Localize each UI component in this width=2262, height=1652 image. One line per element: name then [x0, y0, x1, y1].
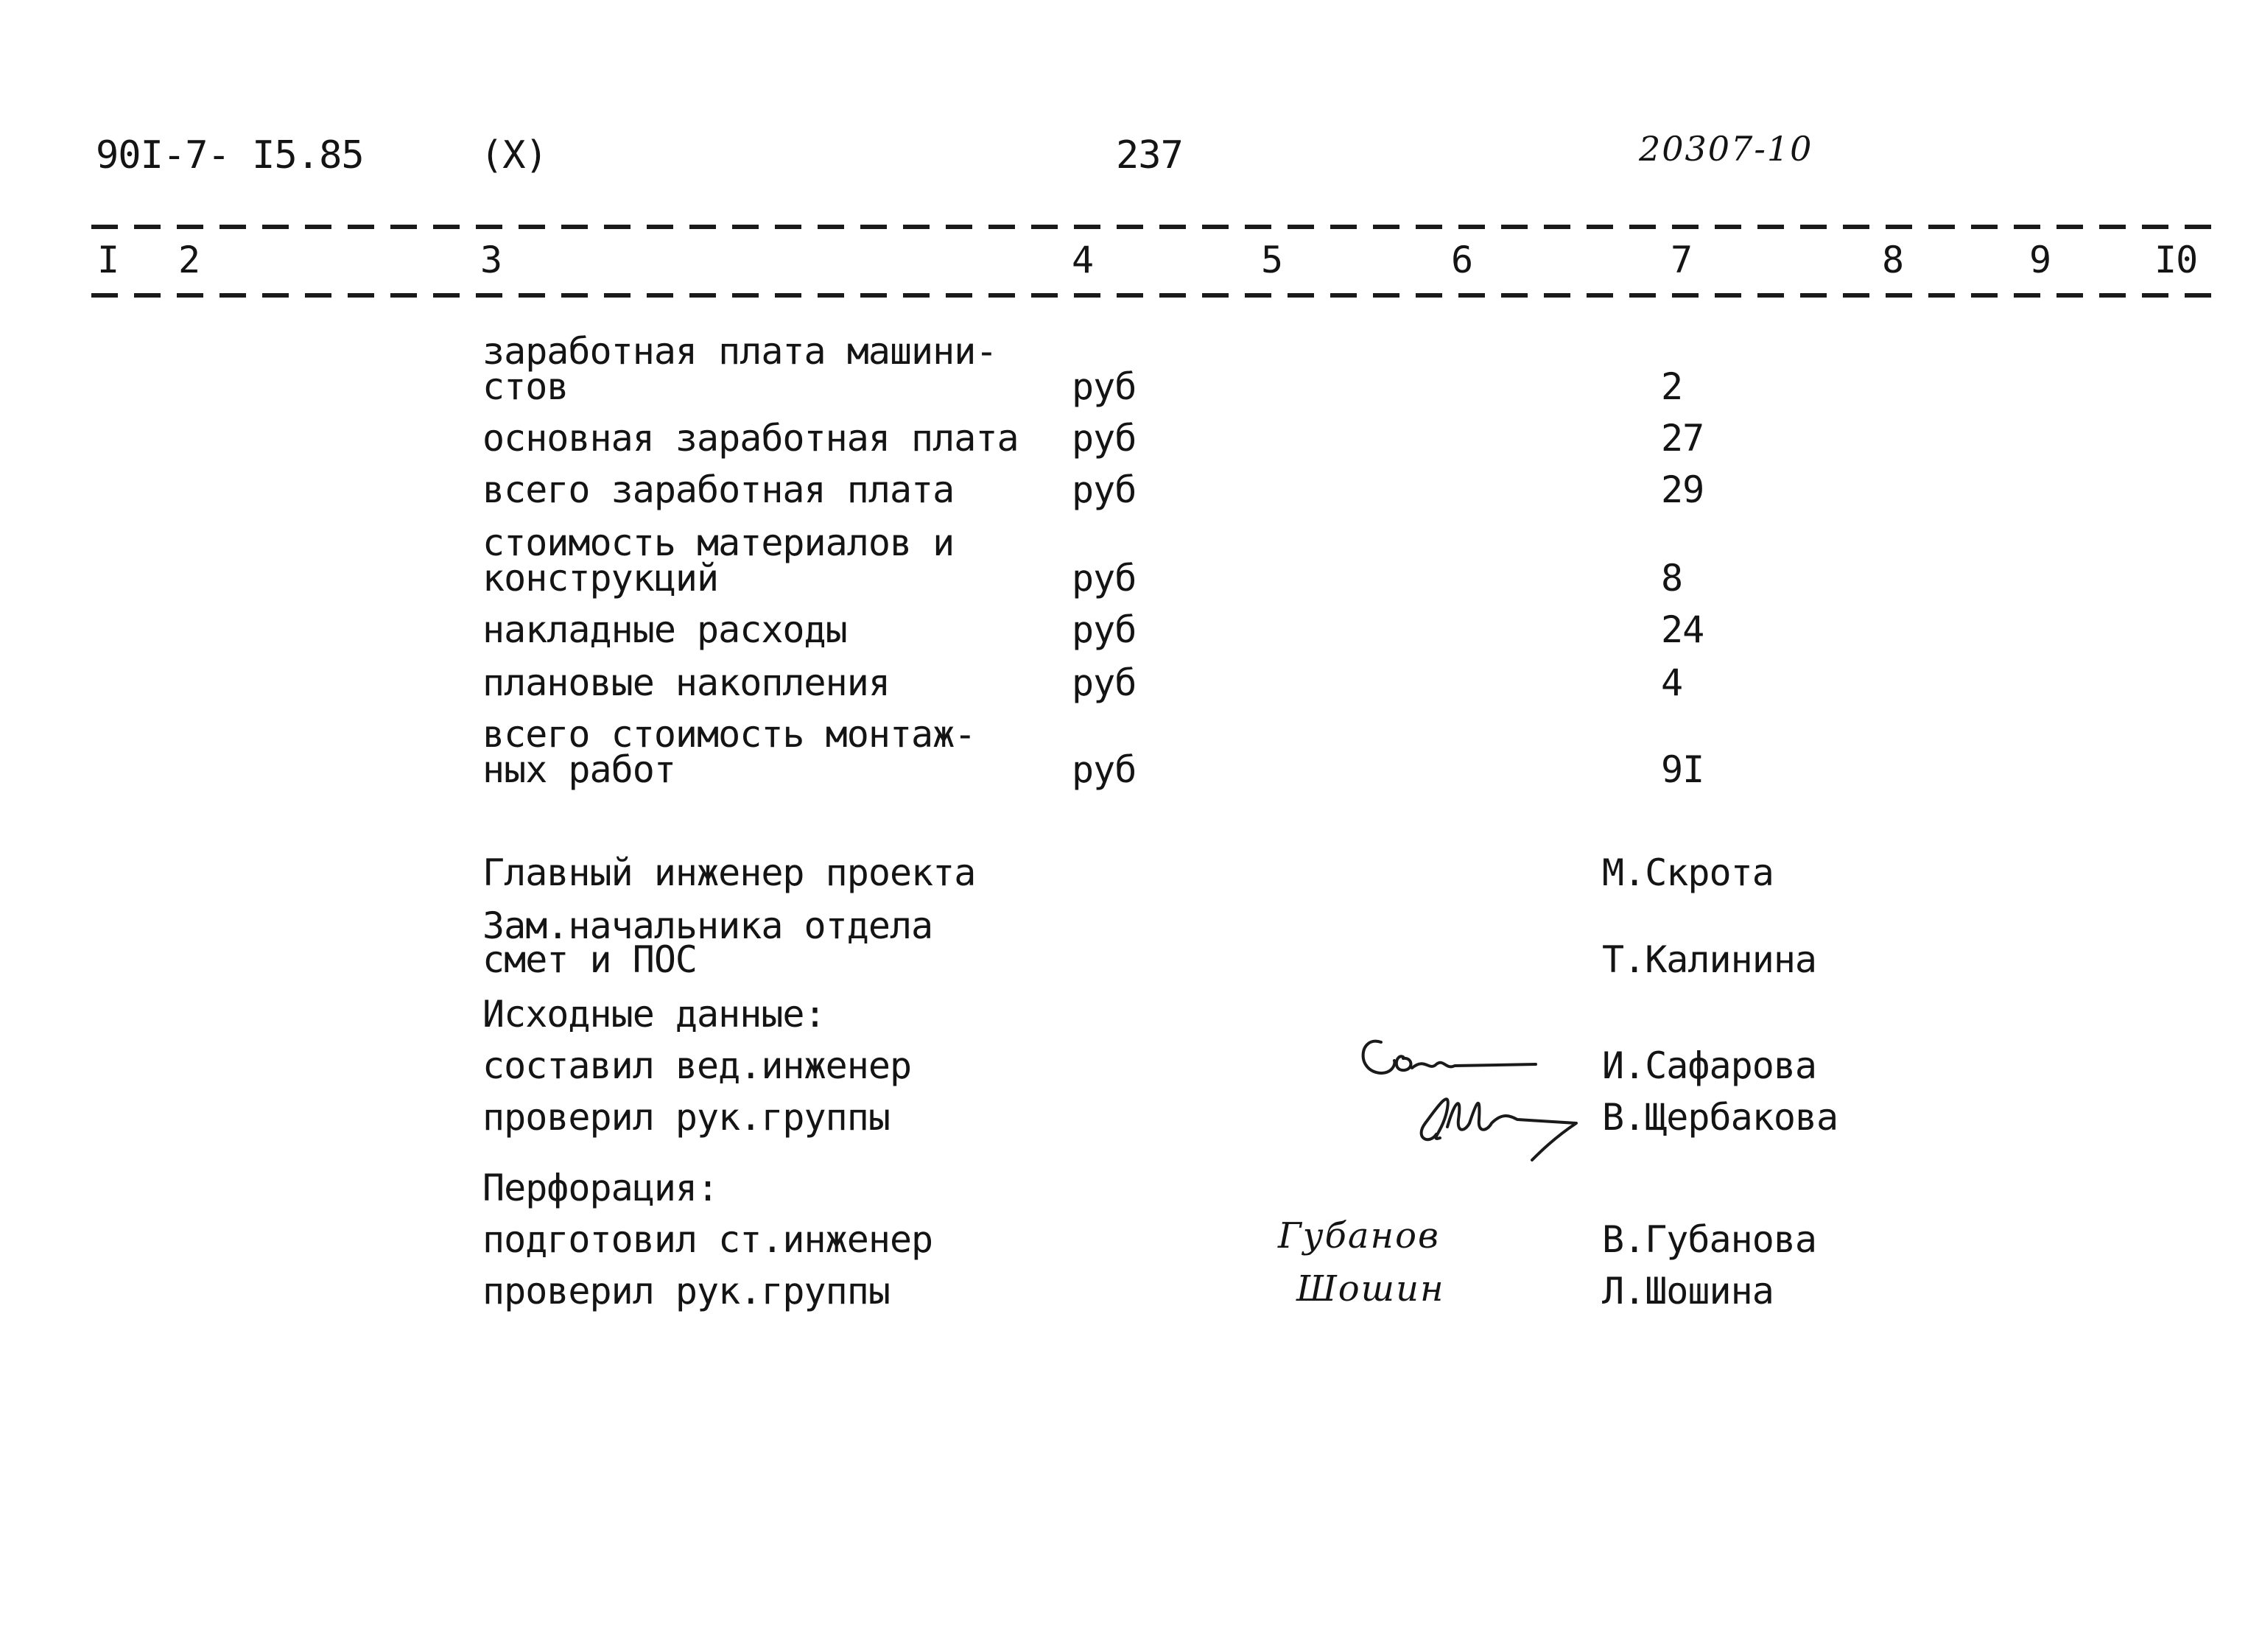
row-name-line: накладные расходы — [482, 608, 847, 651]
row-value: 29 — [1661, 468, 1704, 511]
column-number: I — [97, 239, 119, 281]
signature-name: Т.Калинина — [1602, 938, 1817, 981]
row-value: 24 — [1661, 608, 1704, 651]
row-name-line: стоимость материалов и — [482, 521, 955, 564]
header-rule-bottom — [91, 293, 2213, 298]
signature-shcherbakova — [1407, 1079, 1584, 1167]
section-heading: Перфорация: — [482, 1167, 719, 1209]
signature-name: М.Скрота — [1602, 851, 1774, 894]
row-value: 2 — [1661, 365, 1683, 408]
row-value: 9I — [1661, 748, 1704, 791]
signature-safarova — [1352, 1027, 1543, 1086]
signature-role: Главный инженер проекта — [482, 851, 976, 894]
column-number: 3 — [480, 239, 502, 281]
column-number: 4 — [1072, 239, 1094, 281]
row-unit: руб — [1072, 608, 1137, 651]
page-number: 237 — [1116, 133, 1183, 177]
row-name-line: заработная плата машини- — [482, 330, 997, 373]
column-number: 6 — [1451, 239, 1473, 281]
document-code: 90I-7- I5.85 — [96, 133, 364, 177]
row-unit: руб — [1072, 661, 1137, 704]
signature-name: В.Щербакова — [1602, 1096, 1838, 1139]
column-number: 9 — [2029, 239, 2051, 281]
column-number: 5 — [1261, 239, 1283, 281]
handwritten-reference: 20307-10 — [1639, 129, 1813, 169]
section-heading: Исходные данные: — [482, 993, 826, 1036]
row-name-line: конструкций — [482, 557, 719, 600]
signature-name: В.Губанова — [1602, 1218, 1817, 1261]
row-name-line: плановые накопления — [482, 661, 890, 704]
row-unit: руб — [1072, 468, 1137, 511]
row-name-line: ных работ — [482, 748, 675, 791]
signature-role: составил вед.инженер — [482, 1044, 912, 1087]
signature-name: И.Сафарова — [1602, 1044, 1817, 1087]
column-number: 8 — [1882, 239, 1904, 281]
signature-role: Зам.начальника отдела — [482, 904, 933, 947]
row-name-line: всего стоимость монтаж- — [482, 713, 976, 756]
signature-name: Л.Шошина — [1602, 1270, 1774, 1312]
row-value: 8 — [1661, 557, 1683, 600]
signature-role: смет и ПОС — [482, 938, 698, 981]
row-value: 27 — [1661, 417, 1704, 460]
column-number: 2 — [178, 239, 200, 281]
signature-shoshina: Шошин — [1296, 1268, 1445, 1310]
row-unit: руб — [1072, 365, 1137, 408]
row-name-line: всего заработная плата — [482, 468, 955, 511]
header-rule-top — [91, 225, 2213, 229]
row-unit: руб — [1072, 557, 1137, 600]
column-number: I0 — [2154, 239, 2198, 281]
row-unit: руб — [1072, 417, 1137, 460]
row-name-line: основная заработная плата — [482, 417, 1019, 460]
signature-role: проверил рук.группы — [482, 1270, 890, 1312]
row-value: 4 — [1661, 661, 1683, 704]
row-name-line: стов — [482, 365, 569, 408]
column-number: 7 — [1671, 239, 1693, 281]
section-label: (X) — [480, 133, 547, 177]
signature-role: подготовил ст.инженер — [482, 1218, 933, 1261]
signature-role: проверил рук.группы — [482, 1096, 890, 1139]
row-unit: руб — [1072, 748, 1137, 791]
signature-gubanova: Губанов — [1278, 1215, 1440, 1256]
